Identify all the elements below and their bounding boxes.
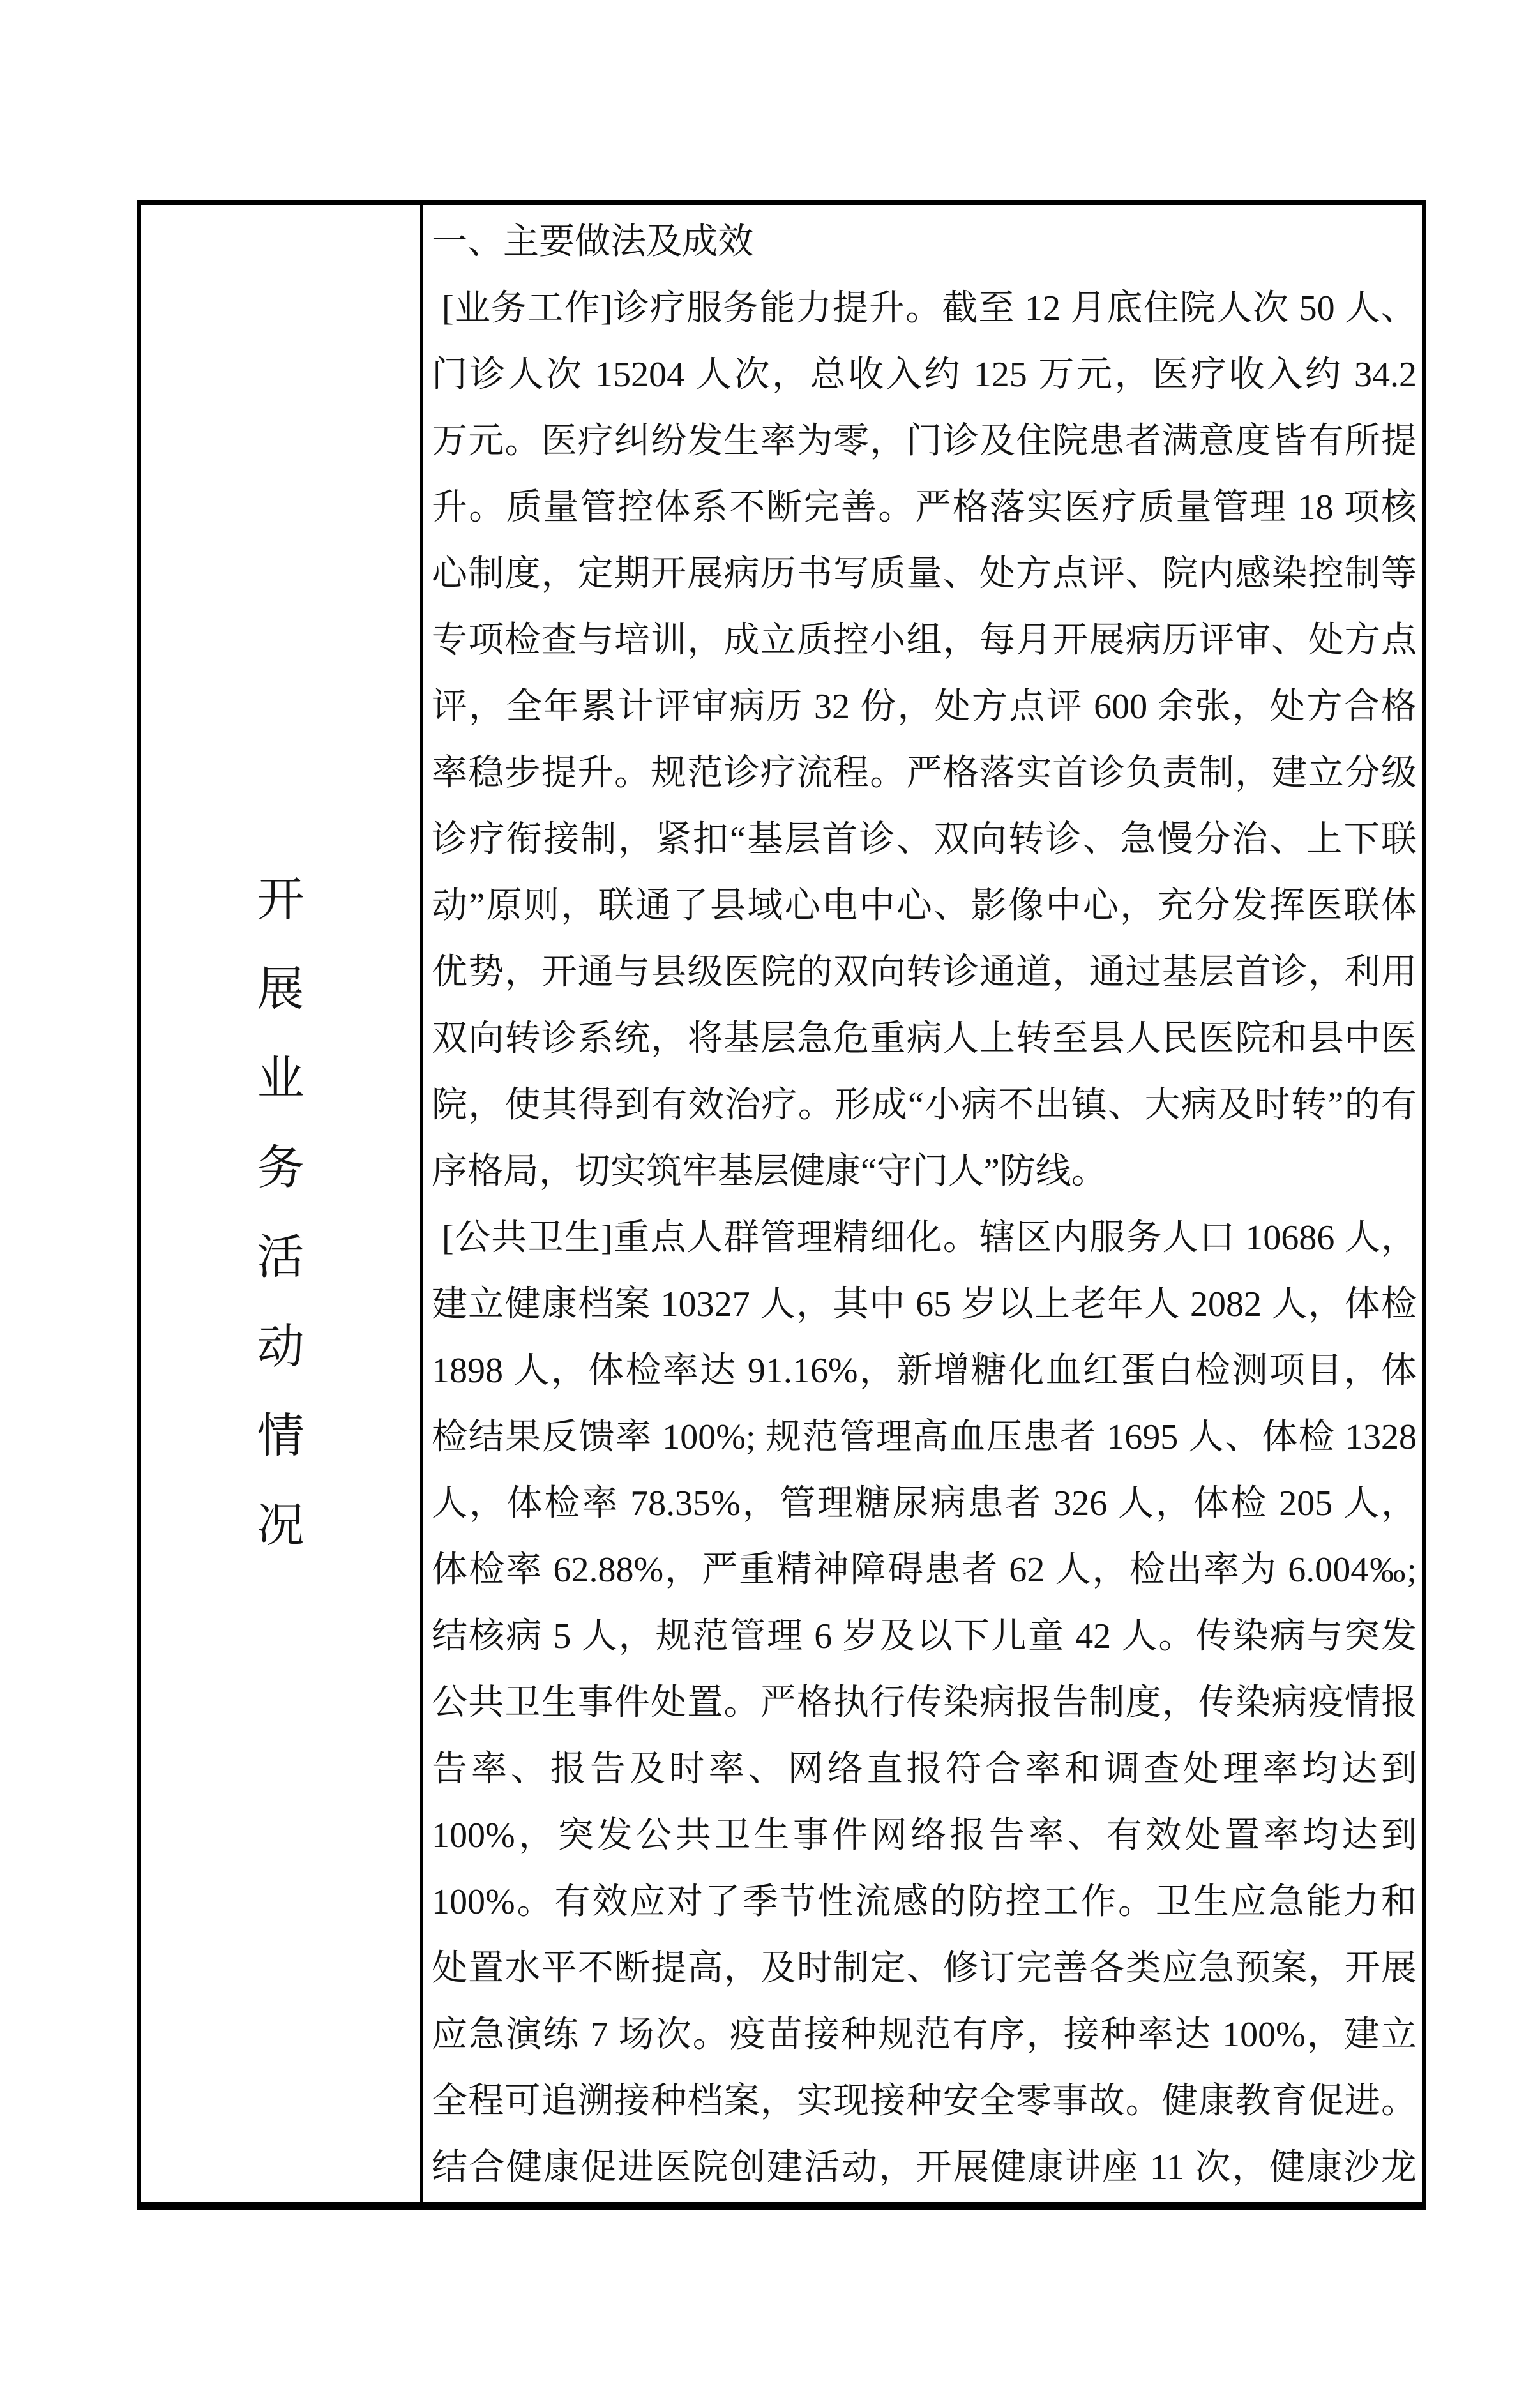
text-line: 告率、报告及时率、网络直报符合率和调查处理率均达到	[432, 1749, 1417, 1789]
row-header-cell	[141, 205, 423, 2202]
text-line: 院，使其得到有效治疗。形成“小病不出镇、大病及时转”的有	[432, 1085, 1417, 1125]
text-line: 人，体检率 78.35%，管理糖尿病患者 326 人，体检 205 人，	[432, 1484, 1417, 1523]
text-line: 动”原则，联通了县域心电中心、影像中心，充分发挥医联体	[432, 886, 1417, 926]
text-line: 万元。医疗纠纷发生率为零，门诊及住院患者满意度皆有所提	[432, 421, 1417, 461]
text-line: 应急演练 7 场次。疫苗接种规范有序，接种率达 100%，建立	[432, 2015, 1417, 2055]
row-header-label-char: 动	[257, 1321, 305, 1373]
text-line: 序格局，切实筑牢基层健康“守门人”防线。	[432, 1152, 1107, 1191]
text-line: 双向转诊系统，将基层急危重病人上转至县人民医院和县中医	[432, 1019, 1417, 1059]
text-line: 1898 人，体检率达 91.16%，新增糖化血红蛋白检测项目，体	[432, 1351, 1417, 1391]
text-line: 优势，开通与县级医院的双向转诊通道，通过基层首诊，利用	[432, 953, 1417, 992]
text-line: 门诊人次 15204 人次，总收入约 125 万元，医疗收入约 34.2	[432, 355, 1417, 395]
text-line: 率稳步提升。规范诊疗流程。严格落实首诊负责制，建立分级	[432, 753, 1417, 793]
row-header-label-char: 开	[257, 874, 305, 926]
text-line: 一、主要做法及成效	[432, 222, 753, 262]
text-line: 结合健康促进医院创建活动，开展健康讲座 11 次，健康沙龙	[432, 2148, 1417, 2187]
row-header-vertical-label	[257, 874, 305, 1552]
text-line: 评，全年累计评审病历 32 份，处方点评 600 余张，处方合格	[432, 687, 1417, 727]
row-header-label-char: 活	[257, 1232, 305, 1284]
text-line: 公共卫生事件处置。严格执行传染病报告制度，传染病疫情报	[432, 1683, 1417, 1723]
text-line: 100%，突发公共卫生事件网络报告率、有效处置率均达到	[432, 1816, 1417, 1855]
row-header-label-char: 展	[257, 963, 305, 1016]
text-line: 诊疗衔接制，紧扣“基层首诊、双向转诊、急慢分治、上下联	[432, 820, 1417, 859]
text-line: 处置水平不断提高，及时制定、修订完善各类应急预案，开展	[432, 1949, 1417, 1988]
text-line: 升。质量管控体系不断完善。严格落实医疗质量管理 18 项核	[432, 488, 1417, 527]
text-line: 100%。有效应对了季节性流感的防控工作。卫生应急能力和	[432, 1882, 1417, 1922]
text-line: 全程可追溯接种档案，实现接种安全零事故。健康教育促进。	[432, 2081, 1417, 2121]
content-cell	[423, 205, 1422, 2202]
row-header-label-char: 业	[257, 1053, 305, 1105]
text-line: 结核病 5 人，规范管理 6 岁及以下儿童 42 人。传染病与突发	[432, 1617, 1417, 1656]
text-line: 体检率 62.88%，严重精神障碍患者 62 人，检出率为 6.004‰;	[432, 1550, 1417, 1590]
report-table	[137, 200, 1426, 2210]
text-line: [业务工作]诊疗服务能力提升。截至 12 月底住院人次 50 人、	[442, 289, 1417, 328]
text-line: [公共卫生]重点人群管理精细化。辖区内服务人口 10686 人，	[442, 1218, 1417, 1258]
row-header-label-char: 况	[257, 1500, 305, 1552]
row-header-label-char: 务	[257, 1142, 305, 1195]
row-header-label-char: 情	[257, 1410, 305, 1463]
text-line: 检结果反馈率 100%; 规范管理高血压患者 1695 人、体检 1328	[432, 1417, 1417, 1457]
text-line: 建立健康档案 10327 人，其中 65 岁以上老年人 2082 人，体检	[432, 1285, 1417, 1324]
text-line: 心制度，定期开展病历书写质量、处方点评、院内感染控制等	[432, 554, 1417, 594]
text-line: 专项检查与培训，成立质控小组，每月开展病历评审、处方点	[432, 621, 1417, 660]
